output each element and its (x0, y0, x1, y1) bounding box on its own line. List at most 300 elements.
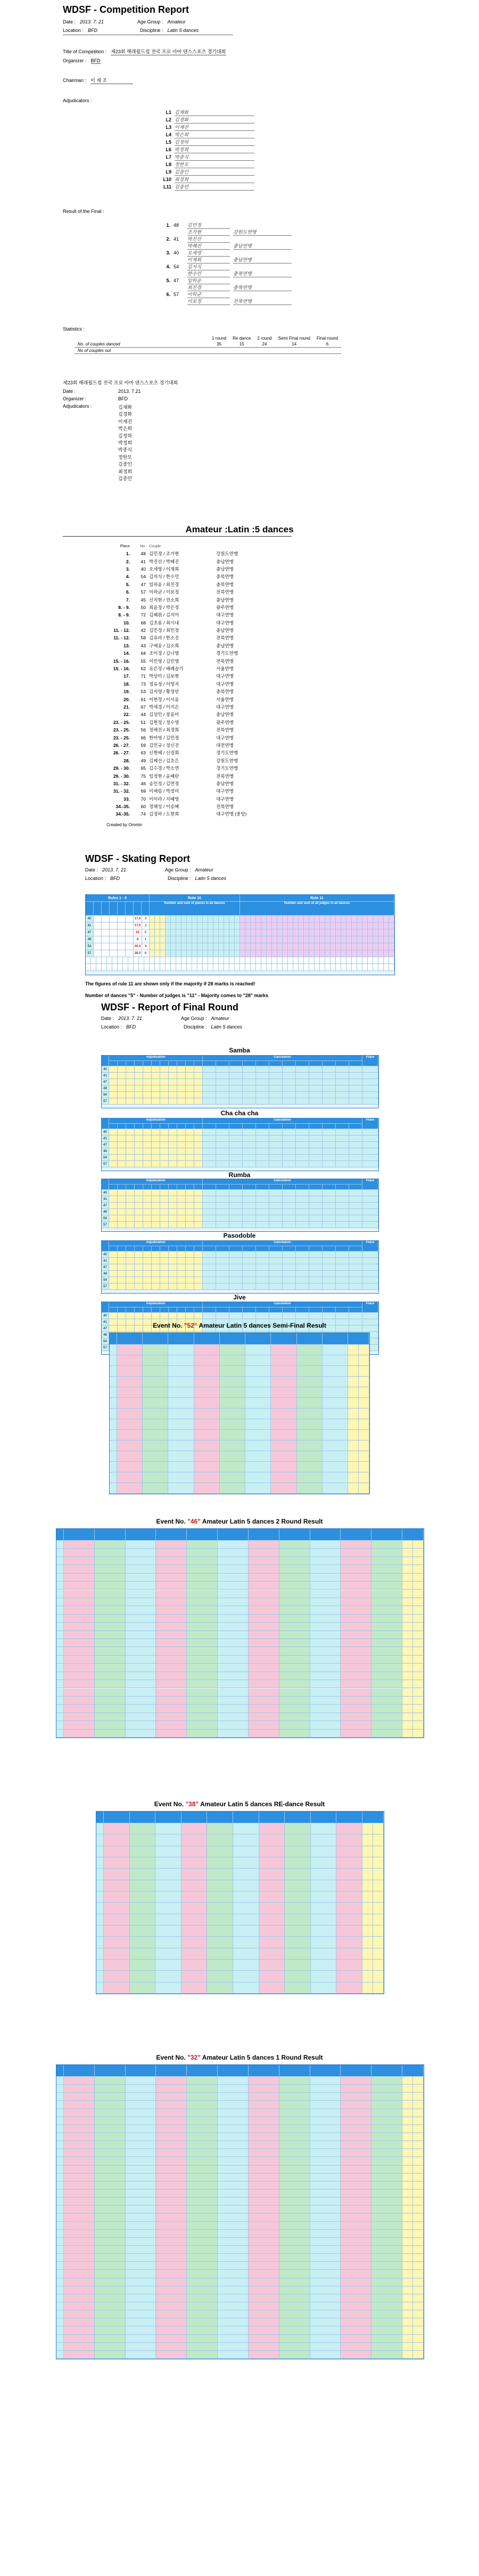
table-cell (144, 957, 150, 964)
table-cell (362, 1135, 378, 1142)
table-cell (64, 2326, 95, 2334)
table-cell (117, 1377, 143, 1387)
table-cell (118, 1277, 126, 1283)
table-cell (309, 1196, 323, 1203)
table-cell (216, 1098, 229, 1105)
table-cell (118, 916, 126, 923)
stat-val: 24 (254, 341, 275, 348)
table-cell (64, 1574, 95, 1582)
table-cell (187, 1598, 218, 1606)
table-cell (336, 1846, 362, 1857)
table-cell (357, 936, 362, 943)
table-cell (283, 1073, 296, 1079)
table-cell (118, 1258, 126, 1264)
table-cell (176, 957, 181, 964)
table-cell (160, 1129, 169, 1135)
table-cell (155, 1834, 181, 1846)
table-cell (56, 1615, 64, 1623)
table-cell (341, 2254, 371, 2262)
table-cell (310, 2141, 341, 2149)
table-cell (110, 950, 118, 957)
table-cell (309, 1307, 323, 1313)
result-couple: 김지영 / 황정빈 (149, 689, 179, 695)
table-cell (118, 1246, 126, 1252)
table-cell (341, 1689, 371, 1697)
adjudicator-letter: L9 (166, 169, 171, 175)
table-cell (310, 2246, 341, 2254)
table-cell: 54 (102, 1338, 109, 1345)
result-row (106, 795, 280, 803)
table-cell (156, 1721, 187, 1729)
table-cell (126, 2109, 156, 2117)
table-cell (218, 2213, 249, 2221)
table-cell (126, 1066, 135, 1073)
table-cell (216, 1129, 229, 1135)
table-cell (341, 2182, 371, 2190)
table-cell (187, 2182, 218, 2190)
table-cell (186, 1307, 194, 1313)
table-cell (336, 1834, 362, 1846)
final-rank: 5. (166, 277, 170, 283)
table-cell (413, 1705, 424, 1713)
table-cell (346, 936, 352, 943)
table-cell (64, 1697, 95, 1705)
table-cell (249, 1713, 279, 1721)
result-no: 47 (141, 581, 146, 587)
table-cell (160, 1092, 169, 1098)
table-cell (310, 2335, 341, 2343)
table-cell (256, 1129, 269, 1135)
table-cell (362, 1834, 373, 1846)
table-cell (279, 1557, 310, 1565)
table-cell (311, 1846, 337, 1857)
table-cell (309, 1155, 323, 1161)
table-cell (341, 1730, 371, 1738)
table-cell (56, 1680, 64, 1688)
table-cell (220, 1483, 245, 1494)
table-cell (218, 1664, 249, 1672)
table-cell (126, 2101, 156, 2109)
result-place: 18. (123, 681, 130, 687)
table-cell (152, 1085, 160, 1092)
table-cell (126, 2262, 156, 2270)
table-cell (256, 1271, 269, 1277)
table-cell (95, 1680, 126, 1688)
table-cell (64, 2093, 95, 2101)
table-cell (373, 1948, 384, 1960)
table-cell (143, 1451, 168, 1462)
table-cell (378, 929, 384, 936)
table-cell (186, 1161, 194, 1167)
table-cell (156, 2149, 187, 2157)
table-cell (249, 2141, 279, 2149)
table-cell (152, 1129, 160, 1135)
table-cell (64, 2294, 95, 2302)
chairman-label: Chairman : (63, 78, 87, 83)
table-cell (413, 1631, 424, 1639)
table-cell (240, 936, 245, 943)
table-cell: 40 (86, 916, 94, 923)
table-cell (102, 1302, 109, 1313)
table-cell (362, 1203, 378, 1209)
table-cell (310, 1713, 341, 1721)
discipline-label: Discipline : (168, 876, 191, 881)
result-row (106, 772, 280, 779)
table-cell (336, 923, 341, 929)
table-cell (218, 1582, 249, 1590)
table-cell (118, 936, 126, 943)
table-cell (245, 916, 251, 923)
table-cell (143, 1462, 168, 1472)
table-cell (118, 902, 126, 916)
result-club: 전북연맹 (216, 635, 234, 641)
table-cell (56, 1664, 64, 1672)
table-cell (169, 1277, 177, 1283)
table-cell (142, 902, 150, 916)
table-cell (160, 1098, 169, 1105)
table-cell (373, 1937, 384, 1948)
table-cell (310, 2343, 341, 2351)
event-prefix: Event No. (154, 1800, 184, 1808)
table-cell (352, 916, 357, 923)
table-cell (160, 1277, 169, 1283)
table-cell (218, 1557, 249, 1565)
table-cell (336, 1277, 349, 1283)
final-results-list (154, 221, 292, 304)
table-cell (177, 1313, 186, 1319)
table-cell (371, 2085, 402, 2093)
adjudicator-letter: L4 (166, 132, 171, 137)
summary-organizer (63, 396, 128, 401)
result-place: 7. (126, 597, 130, 603)
table-cell (152, 1066, 160, 1073)
table-cell (279, 1730, 310, 1738)
table-cell (126, 1565, 156, 1573)
table-cell (235, 916, 240, 923)
table-cell (203, 1092, 216, 1098)
event-table (96, 1811, 384, 1994)
table-cell (279, 1697, 310, 1705)
table-cell (219, 950, 224, 957)
event-suffix: Amateur Latin 5 dances 2 Round Result (202, 1518, 323, 1525)
table-cell (269, 1155, 283, 1161)
table-cell (331, 964, 336, 971)
table-cell (192, 929, 197, 936)
table-cell (348, 1430, 359, 1441)
table-cell (197, 936, 203, 943)
table-cell (267, 957, 272, 964)
final-row (154, 221, 292, 228)
table-cell (296, 1184, 309, 1190)
result-no: 64 (141, 651, 146, 656)
table-cell (186, 1277, 194, 1283)
result-no: 48 (141, 551, 146, 557)
table-cell (402, 1705, 413, 1713)
table-cell (331, 916, 336, 923)
table-cell (104, 1925, 130, 1937)
table-cell (187, 1647, 218, 1655)
table-cell (177, 1271, 186, 1277)
table-cell (368, 936, 373, 943)
table-cell (309, 964, 315, 971)
table-cell (310, 1697, 341, 1705)
table-cell (384, 923, 389, 929)
table-cell (126, 2085, 156, 2093)
result-no: 68 (141, 620, 146, 626)
table-cell (402, 2302, 413, 2310)
table-cell (336, 1073, 349, 1079)
table-cell (283, 916, 288, 923)
table-cell (56, 2125, 64, 2133)
table-cell (95, 1721, 126, 1729)
table-cell (402, 1590, 413, 1598)
table-cell (233, 1960, 259, 1971)
table-cell (310, 2085, 341, 2093)
table-cell (169, 1085, 177, 1092)
table-cell (207, 1982, 233, 1994)
table-cell (218, 2101, 249, 2109)
table-cell (135, 1215, 143, 1222)
table-cell (331, 950, 336, 957)
result-place: 21. (123, 704, 130, 710)
table-cell (56, 2157, 64, 2165)
table-cell (181, 936, 187, 943)
table-cell (269, 1124, 283, 1129)
table-cell (310, 1598, 341, 1606)
table-cell (309, 1222, 323, 1228)
table-cell (102, 964, 107, 971)
table-cell (296, 1066, 309, 1073)
stat-col: Semi Final round (278, 336, 311, 341)
table-cell (357, 916, 362, 923)
table-cell (187, 2213, 218, 2221)
table-cell (371, 1680, 402, 1688)
table-cell (245, 936, 251, 943)
table-cell (402, 1730, 413, 1738)
table-cell (156, 1672, 187, 1680)
table-cell (168, 1441, 194, 1451)
table-cell (177, 1155, 186, 1161)
table-cell (126, 2294, 156, 2302)
table-cell (177, 1215, 186, 1222)
table-cell (373, 929, 378, 936)
table-cell (160, 1148, 169, 1155)
result-row (106, 573, 280, 580)
table-cell (218, 2125, 249, 2133)
table-cell (348, 1409, 359, 1419)
table-cell (94, 943, 102, 950)
table-cell (104, 1857, 130, 1869)
date-value: 2013. 7. 21 (102, 867, 127, 873)
adjudicator-letter: L10 (163, 177, 171, 182)
table-cell (249, 1623, 279, 1631)
table-cell (359, 1483, 369, 1494)
table-cell (269, 1215, 283, 1222)
table-cell (143, 1307, 152, 1313)
table-cell (194, 1209, 203, 1215)
table-cell (218, 2205, 249, 2213)
table-cell (155, 929, 160, 936)
table-cell (203, 1184, 216, 1190)
table-cell (109, 1066, 118, 1073)
table-cell (156, 2093, 187, 2101)
table-cell: 40 (102, 1313, 109, 1319)
table-cell (336, 1313, 349, 1319)
adjudicator-row (160, 168, 254, 176)
table-cell (309, 1061, 323, 1066)
table-cell (186, 1142, 194, 1148)
event-number: "46" (187, 1518, 201, 1525)
table-cell (315, 950, 320, 957)
table-cell (155, 1914, 181, 1925)
table-cell (269, 1073, 283, 1079)
table-cell (218, 2182, 249, 2190)
table-cell (187, 2174, 218, 2182)
result-row (106, 649, 280, 657)
table-cell (279, 2351, 310, 2359)
table-cell (156, 2085, 187, 2093)
table-cell (336, 1925, 362, 1937)
table-cell (243, 1215, 256, 1222)
table-cell (168, 1387, 194, 1398)
table-cell (331, 936, 336, 943)
table-cell (218, 2166, 249, 2174)
table-cell (341, 943, 346, 950)
table-cell (229, 1203, 243, 1209)
table-cell (371, 1647, 402, 1655)
table-cell (166, 957, 171, 964)
table-cell (323, 1148, 336, 1155)
table-cell (323, 1419, 348, 1430)
summary-adjudicator: 김재화 (118, 405, 133, 410)
table-cell (310, 2254, 341, 2262)
table-cell (336, 1085, 349, 1092)
table-cell (256, 1264, 269, 1271)
table-cell (143, 1472, 168, 1483)
table-cell (181, 916, 187, 923)
table-cell: 47 (102, 1203, 109, 1209)
table-cell (152, 1313, 160, 1319)
table-cell (325, 957, 331, 964)
table-cell (341, 2278, 371, 2286)
table-cell (304, 943, 309, 950)
table-cell (373, 923, 378, 929)
table-cell (283, 1085, 296, 1092)
final-row (154, 291, 292, 298)
table-cell (349, 1085, 362, 1092)
table-cell (249, 2213, 279, 2221)
table-cell (143, 1345, 168, 1355)
table-cell (126, 936, 134, 943)
table-cell (135, 1073, 143, 1079)
table-cell (243, 1203, 256, 1209)
table-cell (109, 1252, 118, 1258)
table-cell (362, 943, 368, 950)
result-couple: 김정하 / 도현희 (149, 811, 179, 817)
table-cell (310, 2310, 341, 2318)
table-cell (218, 2117, 249, 2125)
table-cell (269, 1085, 283, 1092)
table-cell (243, 1209, 256, 1215)
table-cell (309, 936, 315, 943)
table-cell (336, 1155, 349, 1161)
table-cell (56, 1721, 64, 1729)
table-cell (187, 1680, 218, 1688)
table-cell (283, 1142, 296, 1148)
result-club: 전북연맹 (216, 773, 234, 779)
table-cell (110, 1483, 117, 1494)
table-cell (373, 1823, 384, 1834)
table-cell (249, 1541, 279, 1549)
table-cell (243, 1196, 256, 1203)
table-cell (143, 1215, 152, 1222)
table-cell (126, 1215, 135, 1222)
table-cell (130, 1857, 156, 1869)
table-cell (155, 1903, 181, 1914)
table-cell (336, 1203, 349, 1209)
table-cell (219, 964, 224, 971)
location-row (63, 28, 238, 33)
table-cell (249, 2310, 279, 2318)
table-cell (64, 1598, 95, 1606)
result-couple: 이하균 / 이보정 (149, 589, 179, 595)
stat-col: 1 round (212, 336, 227, 341)
table-cell (310, 2238, 341, 2246)
final-row-partner (154, 256, 292, 263)
table-cell (346, 957, 352, 964)
table-cell (336, 1092, 349, 1098)
table-cell (259, 1937, 285, 1948)
table-cell (118, 923, 126, 929)
table-cell (346, 929, 352, 936)
table-cell (143, 1277, 152, 1283)
skating-date-row (85, 867, 261, 873)
result-row (106, 726, 280, 734)
result-couple: 박상미 / 김보현 (149, 673, 179, 679)
table-cell (309, 1135, 323, 1142)
table-cell (297, 1419, 323, 1430)
table-cell (240, 957, 245, 964)
result-club: 전북연맹 (216, 658, 234, 664)
table-cell (256, 1215, 269, 1222)
table-cell (311, 1891, 337, 1903)
table-cell (259, 1982, 285, 1994)
table-cell (56, 2222, 64, 2230)
table-cell (371, 1697, 402, 1705)
table-cell (249, 2246, 279, 2254)
table-cell (269, 1246, 283, 1252)
table-cell (336, 1129, 349, 1135)
table-cell (349, 1246, 362, 1252)
final-partner: 최진경 (187, 284, 230, 291)
table-cell (110, 936, 118, 943)
table-cell (229, 936, 235, 943)
table-cell (261, 929, 267, 936)
table-cell (130, 1823, 156, 1834)
table-cell (371, 2190, 402, 2198)
table-cell (310, 1623, 341, 1631)
table-cell (112, 957, 118, 964)
table-cell (341, 2270, 371, 2278)
result-no: 55 (141, 658, 146, 664)
table-cell (310, 2205, 341, 2213)
table-cell (359, 1472, 369, 1483)
result-row (106, 719, 280, 726)
table-cell (267, 916, 272, 923)
table-cell (64, 1606, 95, 1614)
result-place: 31. - 32. (113, 788, 130, 794)
table-cell (368, 916, 373, 923)
